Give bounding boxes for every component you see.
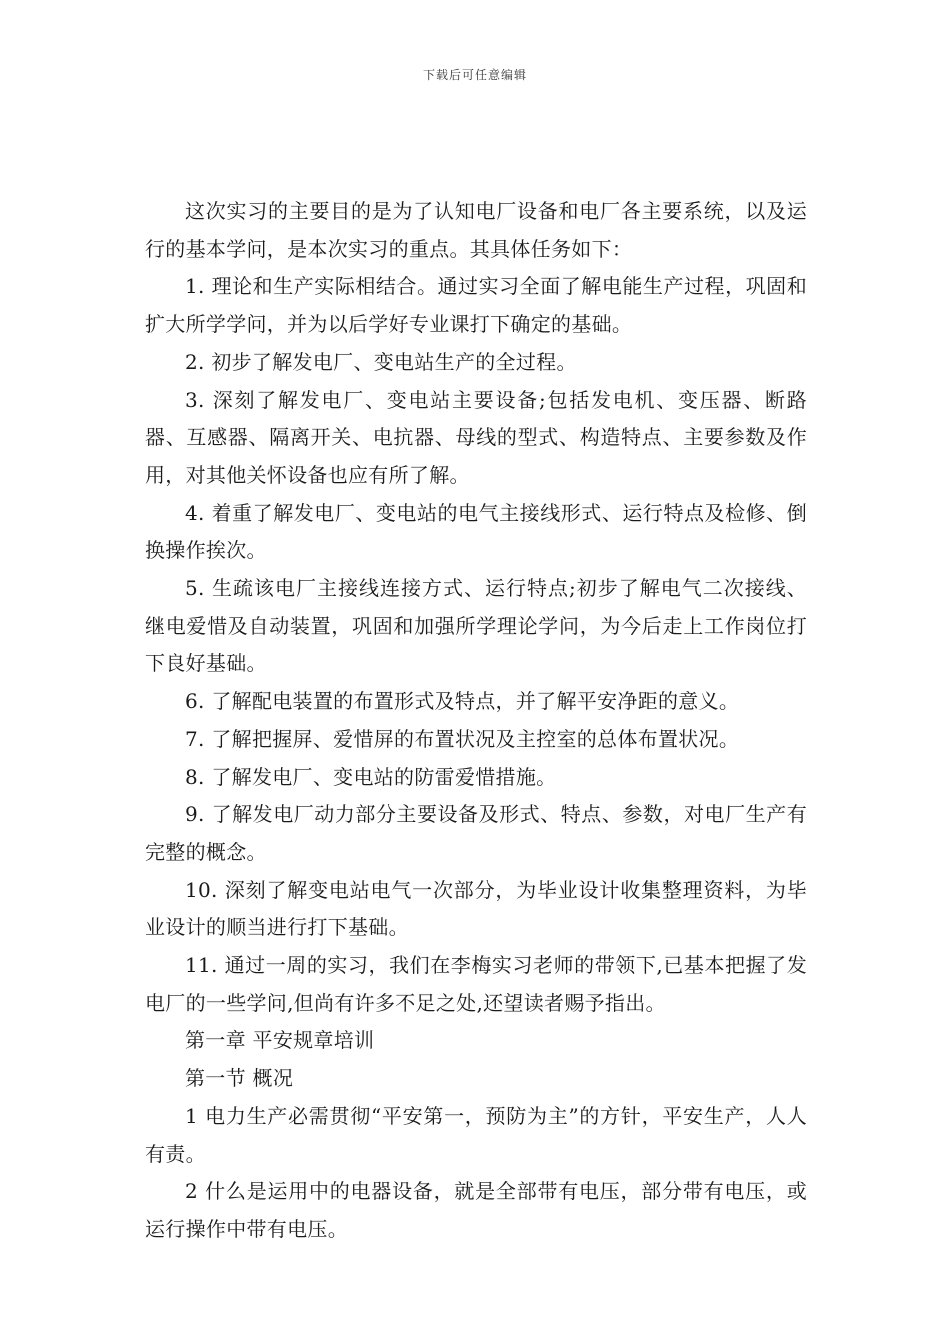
task-item-11: 11. 通过一周的实习，我们在李梅实习老师的带领下,已基本把握了发电厂的一些学问,但尚有许多不足之处,还望读者赐予指出。 (145, 953, 807, 1015)
task-item-1: 1. 理论和生产实际相结合。通过实习全面了解电能生产过程，巩固和扩大所学学问，并为以后学好专业课打下确定的基础。 (145, 274, 807, 337)
intro-paragraph: 这次实习的主要目的是为了认知电厂设备和电厂各主要系统，以及运行的基本学问，是本次实习的重点。其具体任务如下： (145, 199, 807, 261)
task-item-6: 6. 了解配电装置的布置形式及特点，并了解平安净距的意义。 (185, 689, 740, 714)
task-item-2: 2. 初步了解发电厂、变电站生产的全过程。 (185, 349, 577, 374)
task-item-3: 3. 深刻了解发电厂、变电站主要设备;包括发电机、变压器、断路器、互感器、隔离开关、电抗器、母线的型式、构造特点、主要参数及作用，对其他关怀设备也应有所了解。 (145, 387, 807, 487)
task-item-9: 9. 了解发电厂动力部分主要设备及形式、特点、参数，对电厂生产有完整的概念。 (145, 802, 807, 864)
task-item-7: 7. 了解把握屏、爱惜屏的布置状况及主控室的总体布置状况。 (185, 726, 740, 751)
task-item-8: 8. 了解发电厂、变电站的防雷爱惜措施。 (185, 764, 557, 789)
document-body (145, 193, 807, 1249)
header-note: 下载后可任意编辑 (422, 68, 527, 82)
task-item-10: 10. 深刻了解变电站电气一次部分，为毕业设计收集整理资料，为毕业设计的顺当进行打下基础。 (145, 877, 807, 940)
task-item-4: 4. 着重了解发电厂、变电站的电气主接线形式、运行特点及检修、倒换操作挨次。 (145, 500, 807, 563)
section-item-1: 1 电力生产必需贯彻“平安第一，预防为主”的方针，平安生产，人人有责。 (145, 1103, 807, 1166)
task-item-5: 5. 生疏该电厂主接线连接方式、运行特点;初步了解电气二次接线、继电爱惜及自动装置，巩固和加强所学理论学问，为今后走上工作岗位打下良好基础。 (145, 576, 807, 676)
section-title: 第一节 概况 (185, 1066, 294, 1091)
section-item-2: 2 什么是运用中的电器设备，就是全部带有电压，部分带有电压，或运行操作中带有电压。 (145, 1179, 807, 1241)
chapter-title: 第一章 平安规章培训 (185, 1028, 375, 1053)
